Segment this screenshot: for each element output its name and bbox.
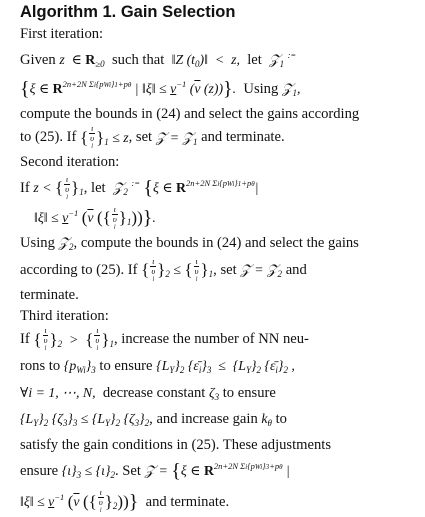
text-let-2: , let — [83, 179, 106, 196]
third-iteration-body — [20, 326, 415, 517]
first-line-2 — [20, 74, 415, 104]
third-line-4 — [20, 408, 415, 435]
phase-heading-third: Third iteration: — [20, 307, 109, 324]
math-zeta3: $\zeta_3$ — [208, 384, 220, 402]
text-to-25-if: to (25). If — [20, 129, 77, 146]
math-ly-eps: $\{L_Y\}_2$ $\{\varepsilon̄_i\}_3 \le \{L_Y\}_2$ $\{\varepsilon̄_i\}_2$ , — [156, 358, 295, 376]
math-pw3: $\{p_{Wi}\}_3$ — [63, 358, 96, 376]
text-compute-2: , compute the bounds in (24) and select the gains — [73, 234, 359, 251]
first-line-4 — [20, 124, 415, 152]
math-z2-def: 𝒵$_2$ := {ξ ∈ $R^{2n+2N \Sigma i\{pWi\}1+p\theta}|$ — [112, 176, 259, 199]
phase-heading-first: First iteration: — [20, 26, 104, 42]
math-forall: ∀i = 1, ⋯, N, — [20, 384, 96, 400]
math-z-in-r: z ∈ $R_{\ge 0}$ — [59, 51, 105, 69]
math-z1-def: 𝒵$_1$ := — [269, 49, 297, 69]
text-to-ensure-2: to ensure — [222, 384, 276, 401]
math-z-set-3: 𝒵 = {ξ ∈ $R^{2n+2N \Sigma i\{pWi\}3+p\theta}$ | — [144, 460, 290, 483]
math-cond-2b: { ι υ l }$_2$ ≤ { ι υ l }$_1$ — [141, 256, 214, 284]
text-using-2: Using — [20, 234, 55, 251]
third-line-6 — [20, 456, 415, 487]
first-line-1 — [20, 45, 415, 75]
text-decrease: decrease constant — [102, 384, 206, 401]
text-according-2: according to (25). If — [20, 262, 138, 279]
text-if-3: If — [20, 331, 30, 348]
text-ensure: ensure — [20, 463, 59, 480]
text-and-terminate-1: and terminate. — [201, 129, 285, 146]
math-norm-z: ‖Z $(t_0)‖ < z$, — [171, 51, 240, 69]
third-line-7 — [20, 487, 415, 517]
math-set-z1: {ξ ∈ $R^{2n+2N \Sigma i\{pWi\}1+p\theta}$ | ‖ξ‖ ≤ $v^{-1}$ ($\overline{v}$ (z))}. — [20, 78, 237, 101]
text-increase-nn: , increase the number of NN neu- — [114, 331, 309, 348]
math-k-theta: $k_\theta$ — [261, 411, 272, 429]
math-z1: 𝒵$_1$, — [281, 81, 301, 99]
second-line-2 — [20, 203, 415, 233]
text-and-increase: , and increase gain — [149, 411, 258, 428]
text-such-that: such that — [111, 51, 165, 68]
third-line-5: satisfy the gain conditions in (25). These adjustments — [20, 436, 332, 453]
math-cond-2: z < { ι υ l }$_1$ — [33, 173, 84, 201]
math-cond-3: { ι υ l }$_2$ > { ι υ l }$_1$ — [33, 325, 114, 353]
algorithm-title: Algorithm 1. Gain Selection — [20, 3, 236, 21]
text-using-z1: Using — [243, 81, 279, 98]
third-line-3 — [20, 382, 415, 409]
second-line-1 — [20, 173, 415, 203]
math-z-eq-z1: 𝒵 = 𝒵$_1$ — [155, 129, 198, 147]
text-set: , set — [128, 129, 153, 146]
text-given: Given — [20, 51, 56, 68]
first-iteration-body — [20, 45, 415, 153]
third-line-1 — [20, 326, 415, 355]
math-z2-cont: ‖ξ‖ ≤ $v^{-1}$ ($\overline{v}$ ({ ι υ l }$_1$))}. — [34, 203, 156, 231]
math-ly-zeta: $\{L_Y\}_2$ $\{\zeta_3\}_3 \le \{L_Y\}_2$ $\{\zeta_3\}_2$ — [20, 411, 150, 429]
text-to: to — [275, 411, 287, 428]
math-cond-1: { ι υ l }$_1 \le z$ — [80, 123, 129, 151]
text-let: let — [247, 51, 262, 68]
second-iteration-body — [20, 173, 415, 306]
second-line-4 — [20, 257, 415, 285]
text-to-ensure: to ensure — [99, 358, 153, 375]
first-line-3: compute the bounds in (24) and select the gains according — [20, 105, 360, 122]
text-and-terminate-3: and terminate. — [145, 493, 230, 510]
math-z-eq-z2: 𝒵 = 𝒵$_2$ — [240, 262, 283, 280]
text-if-2: If — [20, 179, 30, 196]
second-line-5: terminate. — [20, 287, 79, 304]
math-iota: $\{\iota\}_3 \le \{\iota\}_2$ — [61, 463, 115, 481]
text-rons-to: rons to — [20, 358, 61, 375]
third-line-2 — [20, 355, 415, 382]
phase-heading-second: Second iteration: — [20, 154, 120, 171]
text-and-2: and — [285, 262, 307, 279]
text-set-2: , set — [213, 262, 237, 279]
math-z2: 𝒵$_2$ — [58, 234, 74, 252]
second-line-3 — [20, 233, 415, 258]
text-set-3: . Set — [114, 463, 141, 480]
math-z3-cont: ‖ξ‖ ≤ $v^{-1}$ ($\overline{v}$ ({ ι υ l }$_2$))} — [20, 487, 139, 515]
